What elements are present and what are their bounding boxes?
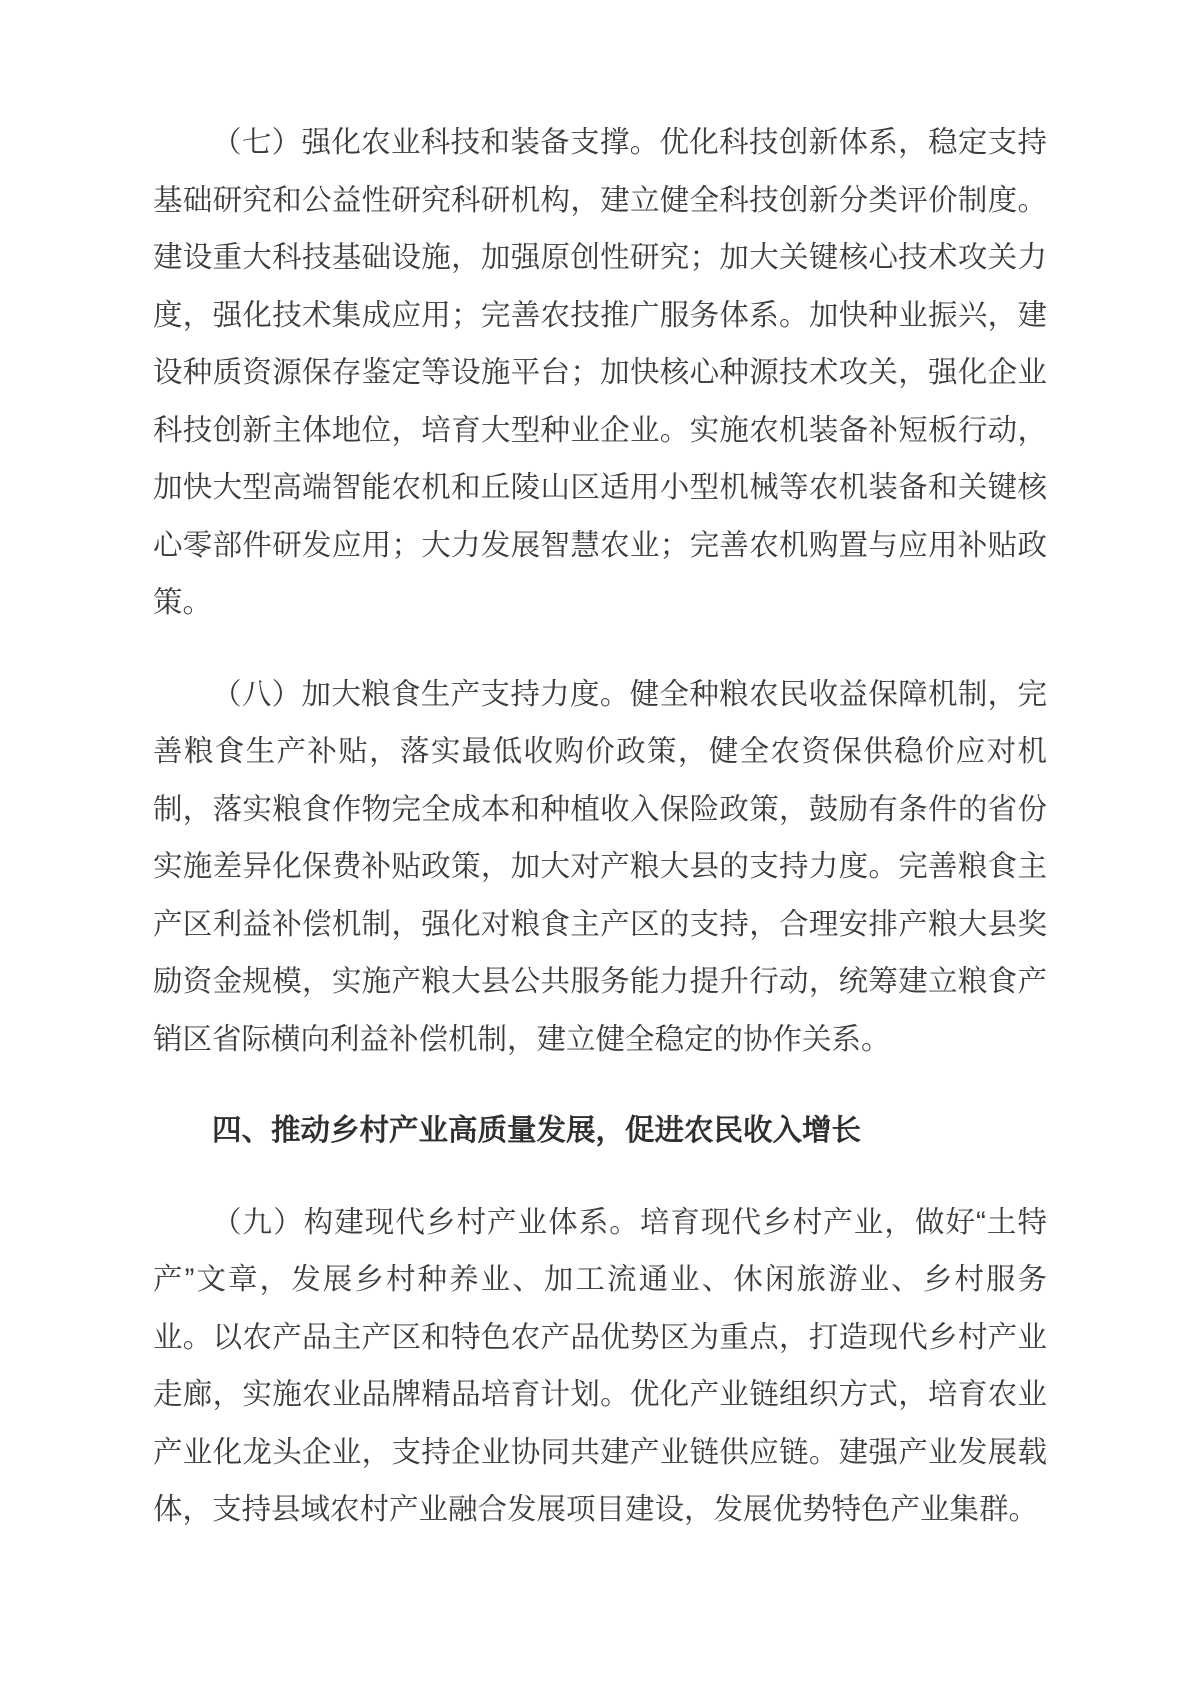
document-content xyxy=(153,114,1047,1573)
paragraph-section-8: （八）加大粮食生产支持力度。健全种粮农民收益保障机制，完善粮食生产补贴，落实最低收购价政策，健全农资保供稳价应对机制，落实粮食作物完全成本和种植收入保险政策，鼓励有条件的省份实施差异化保费补贴政策，加大对产粮大县的支持力度。完善粮食主产区利益补偿机制，强化对粮食主产区的支持，合理安排产粮大县奖励资金规模，实施产粮大县公共服务能力提升行动，统筹建立粮食产销区省际横向利益补偿机制，建立健全稳定的协作关系。 xyxy=(153,677,1047,1056)
paragraph-section-7: （七）强化农业科技和装备支撑。优化科技创新体系，稳定支持基础研究和公益性研究科研机构，建立健全科技创新分类评价制度。建设重大科技基础设施，加强原创性研究；加大关键核心技术攻关力度，强化技术集成应用；完善农技推广服务体系。加快种业振兴，建设种质资源保存鉴定等设施平台；加快核心种源技术攻关，强化企业科技创新主体地位，培育大型种业企业。实施农机装备补短板行动，加快大型高端智能农机和丘陵山区适用小型机械等农机装备和关键核心零部件研发应用；大力发展智慧农业；完善农机购置与应用补贴政策。 xyxy=(153,126,1047,619)
paragraph-section-9: （九）构建现代乡村产业体系。培育现代乡村产业，做好“土特产”文章，发展乡村种养业、加工流通业、休闲旅游业、乡村服务业。以农产品主产区和特色农产品优势区为重点，打造现代乡村产业走廊，实施农业品牌精品培育计划。优化产业链组织方式，培育农业产业化龙头企业，支持企业协同共建产业链供应链。建强产业发展载体，支持县域农村产业融合发展项目建设，发展优势特色产业集群。 xyxy=(153,1205,1047,1526)
section-heading-4: 四、推动乡村产业高质量发展，促进农民收入增长 xyxy=(212,1114,862,1147)
